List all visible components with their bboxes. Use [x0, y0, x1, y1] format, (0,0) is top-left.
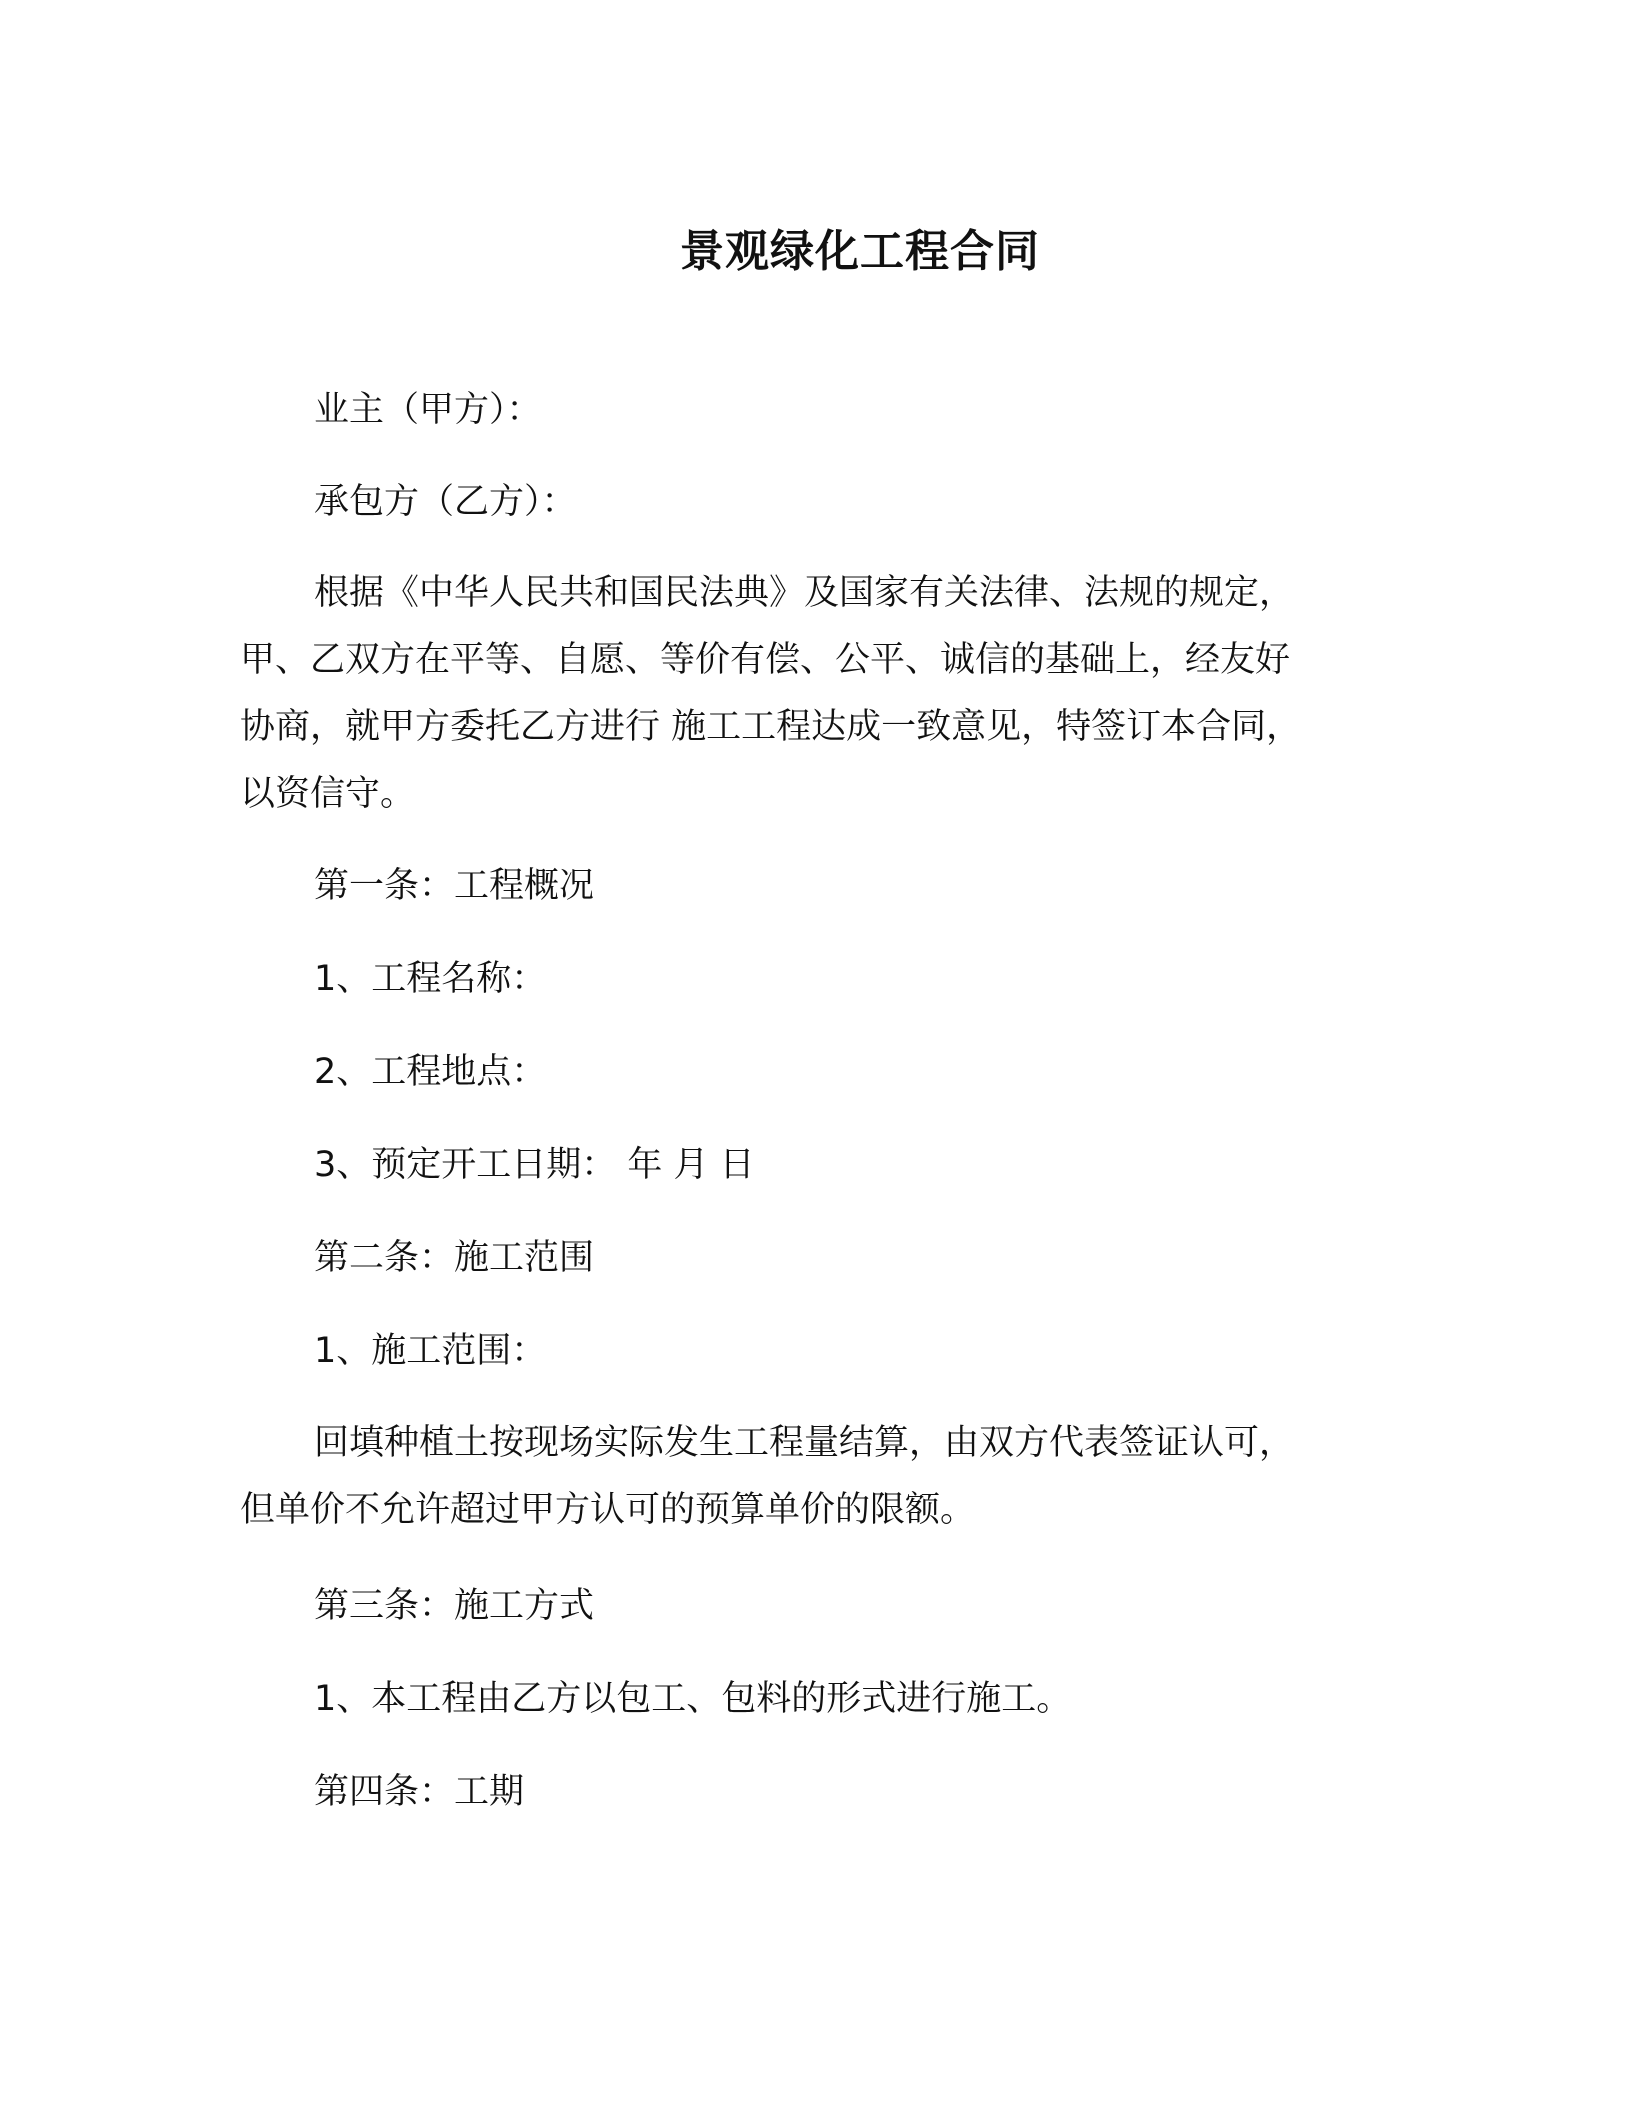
- article-1-item-1: 1、工程名称：: [314, 959, 547, 999]
- article-4-heading: 第四条：工期: [314, 1772, 525, 1812]
- preamble-line-2: 甲、乙双方在平等、自愿、等价有偿、公平、诚信的基础上，经友好: [240, 640, 1291, 680]
- preamble-line-1: 根据《中华人民共和国民法典》及国家有关法律、法规的规定，: [314, 573, 1295, 613]
- article-1-heading: 第一条：工程概况: [314, 866, 595, 906]
- article-2-note-line-1: 回填种植土按现场实际发生工程量结算，由双方代表签证认可，: [314, 1423, 1295, 1463]
- article-3-heading: 第三条：施工方式: [314, 1586, 595, 1626]
- preamble-line-3: 协商，就甲方委托乙方进行 施工工程达成一致意见，特签订本合同，: [240, 707, 1302, 747]
- contractor-line: 承包方（乙方）：: [314, 482, 577, 522]
- document-title: 景观绿化工程合同: [680, 226, 1040, 277]
- preamble-line-4: 以资信守。: [240, 774, 416, 814]
- article-1-item-2: 2、工程地点：: [314, 1052, 547, 1092]
- article-2-note-paragraph: [240, 1410, 1380, 1544]
- article-3-item-1: 1、本工程由乙方以包工、包料的形式进行施工。: [314, 1679, 1072, 1719]
- article-2-heading: 第二条：施工范围: [314, 1238, 595, 1278]
- owner-line: 业主（甲方）：: [314, 390, 542, 430]
- article-2-note-line-2: 但单价不允许超过甲方认可的预算单价的限额。: [240, 1490, 976, 1530]
- article-2-item-1: 1、施工范围：: [314, 1331, 547, 1371]
- preamble-paragraph: [240, 560, 1380, 828]
- article-1-item-3: 3、预定开工日期： 年 月 日: [314, 1145, 755, 1185]
